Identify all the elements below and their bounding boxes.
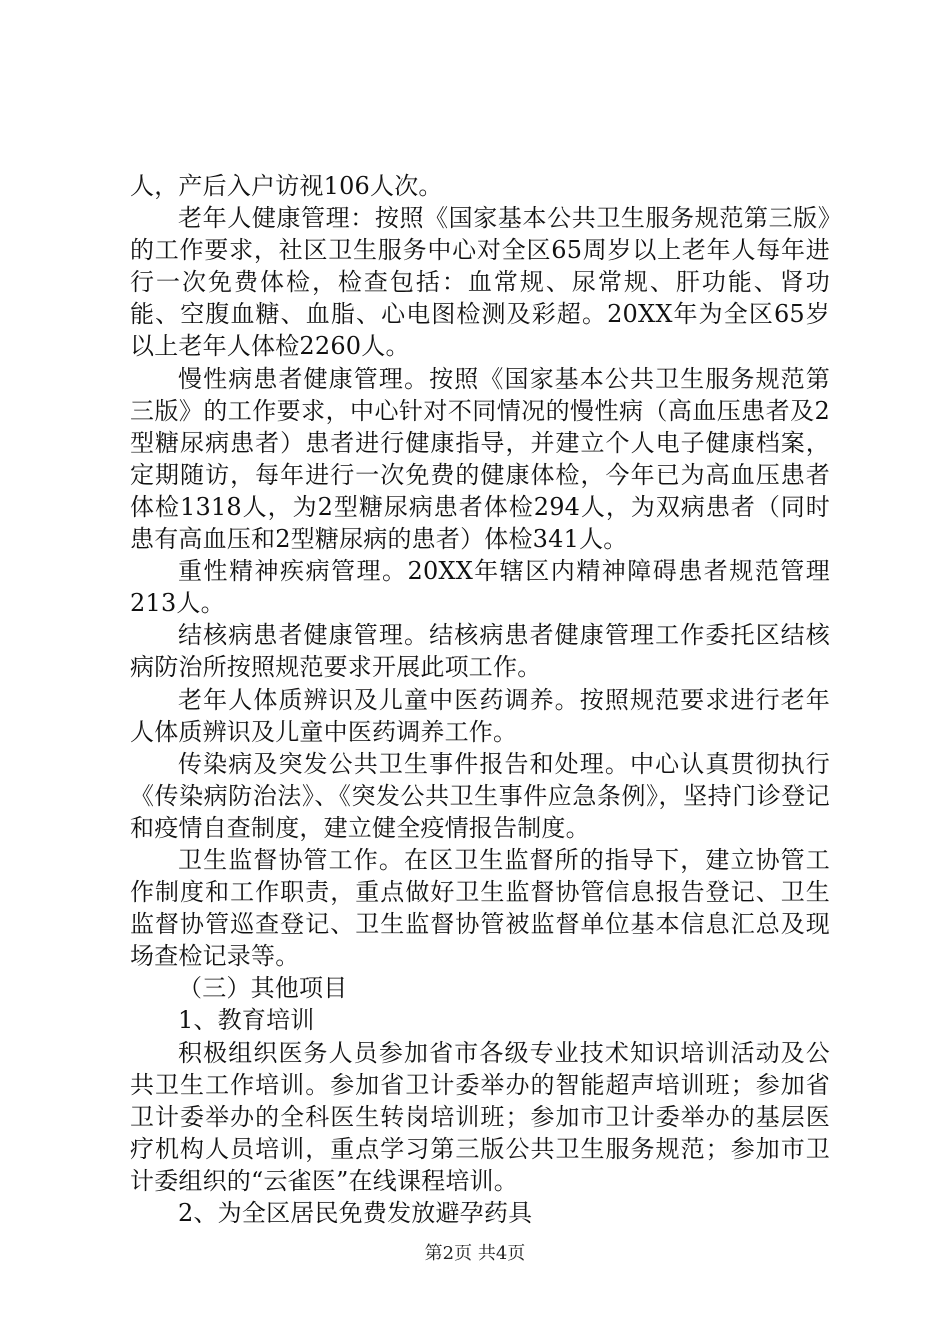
paragraph-health-supervision: 卫生监督协管工作。在区卫生监督所的指导下，建立协管工作制度和工作职责，重点做好卫生监督协管信息报告登记、卫生监督协管巡查登记、卫生监督协管被监督单位基本信息汇总及现场查检记录等。: [130, 845, 830, 971]
paragraph-postpartum-visits: 人，产后入户访视106人次。: [130, 172, 443, 200]
document-body: [130, 170, 830, 1229]
paragraph-tuberculosis: 结核病患者健康管理。结核病患者健康管理工作委托区结核病防治所按照规范要求开展此项工作。: [130, 621, 830, 682]
paragraph-mental-illness: 重性精神疾病管理。20XX年辖区内精神障碍患者规范管理213人。: [130, 557, 830, 618]
paragraph-tcm-care: 老年人体质辨识及儿童中医药调养。按照规范要求进行老年人体质辨识及儿童中医药调养工作。: [130, 685, 830, 746]
paragraph-chronic-disease: 慢性病患者健康管理。按照《国家基本公共卫生服务规范第三版》的工作要求，中心针对不同情况的慢性病（高血压患者及2型糖尿病患者）患者进行健康指导，并建立个人电子健康档案，定期随访，每年进行一次免费的健康体检，今年已为高血压患者体检1318人，为2型糖尿病患者体检294人，为双病患者（同时患有高血压和2型糖尿病的患者）体检341人。: [130, 364, 830, 554]
page-number-footer: 第2页 共4页: [424, 1243, 526, 1264]
paragraph-training-activities: 积极组织医务人员参加省市各级专业技术知识培训活动及公共卫生工作培训。参加省卫计委举办的智能超声培训班；参加省卫计委举办的全科医生转岗培训班；参加市卫计委举办的基层医疗机构人员培训，重点学习第三版公共卫生服务规范；参加市卫计委组织的“云雀医”在线课程培训。: [130, 1038, 830, 1195]
subheading-contraceptives: 2、为全区居民免费发放避孕药具: [178, 1199, 533, 1227]
section-heading-other-projects: （三）其他项目: [178, 974, 348, 1003]
subheading-education-training: 1、教育培训: [178, 1006, 315, 1035]
paragraph-infectious-disease: 传染病及突发公共卫生事件报告和处理。中心认真贯彻执行《传染病防治法》、《突发公共卫生事件应急条例》，坚持门诊登记和疫情自查制度，建立健全疫情报告制度。: [130, 749, 830, 842]
paragraph-elderly-health: 老年人健康管理：按照《国家基本公共卫生服务规范第三版》的工作要求，社区卫生服务中心对全区65周岁以上老年人每年进行一次免费体检，检查包括：血常规、尿常规、肝功能、肾功能、空腹血糖、血脂、心电图检测及彩超。20XX年为全区65岁以上老年人体检2260人。: [130, 204, 830, 361]
